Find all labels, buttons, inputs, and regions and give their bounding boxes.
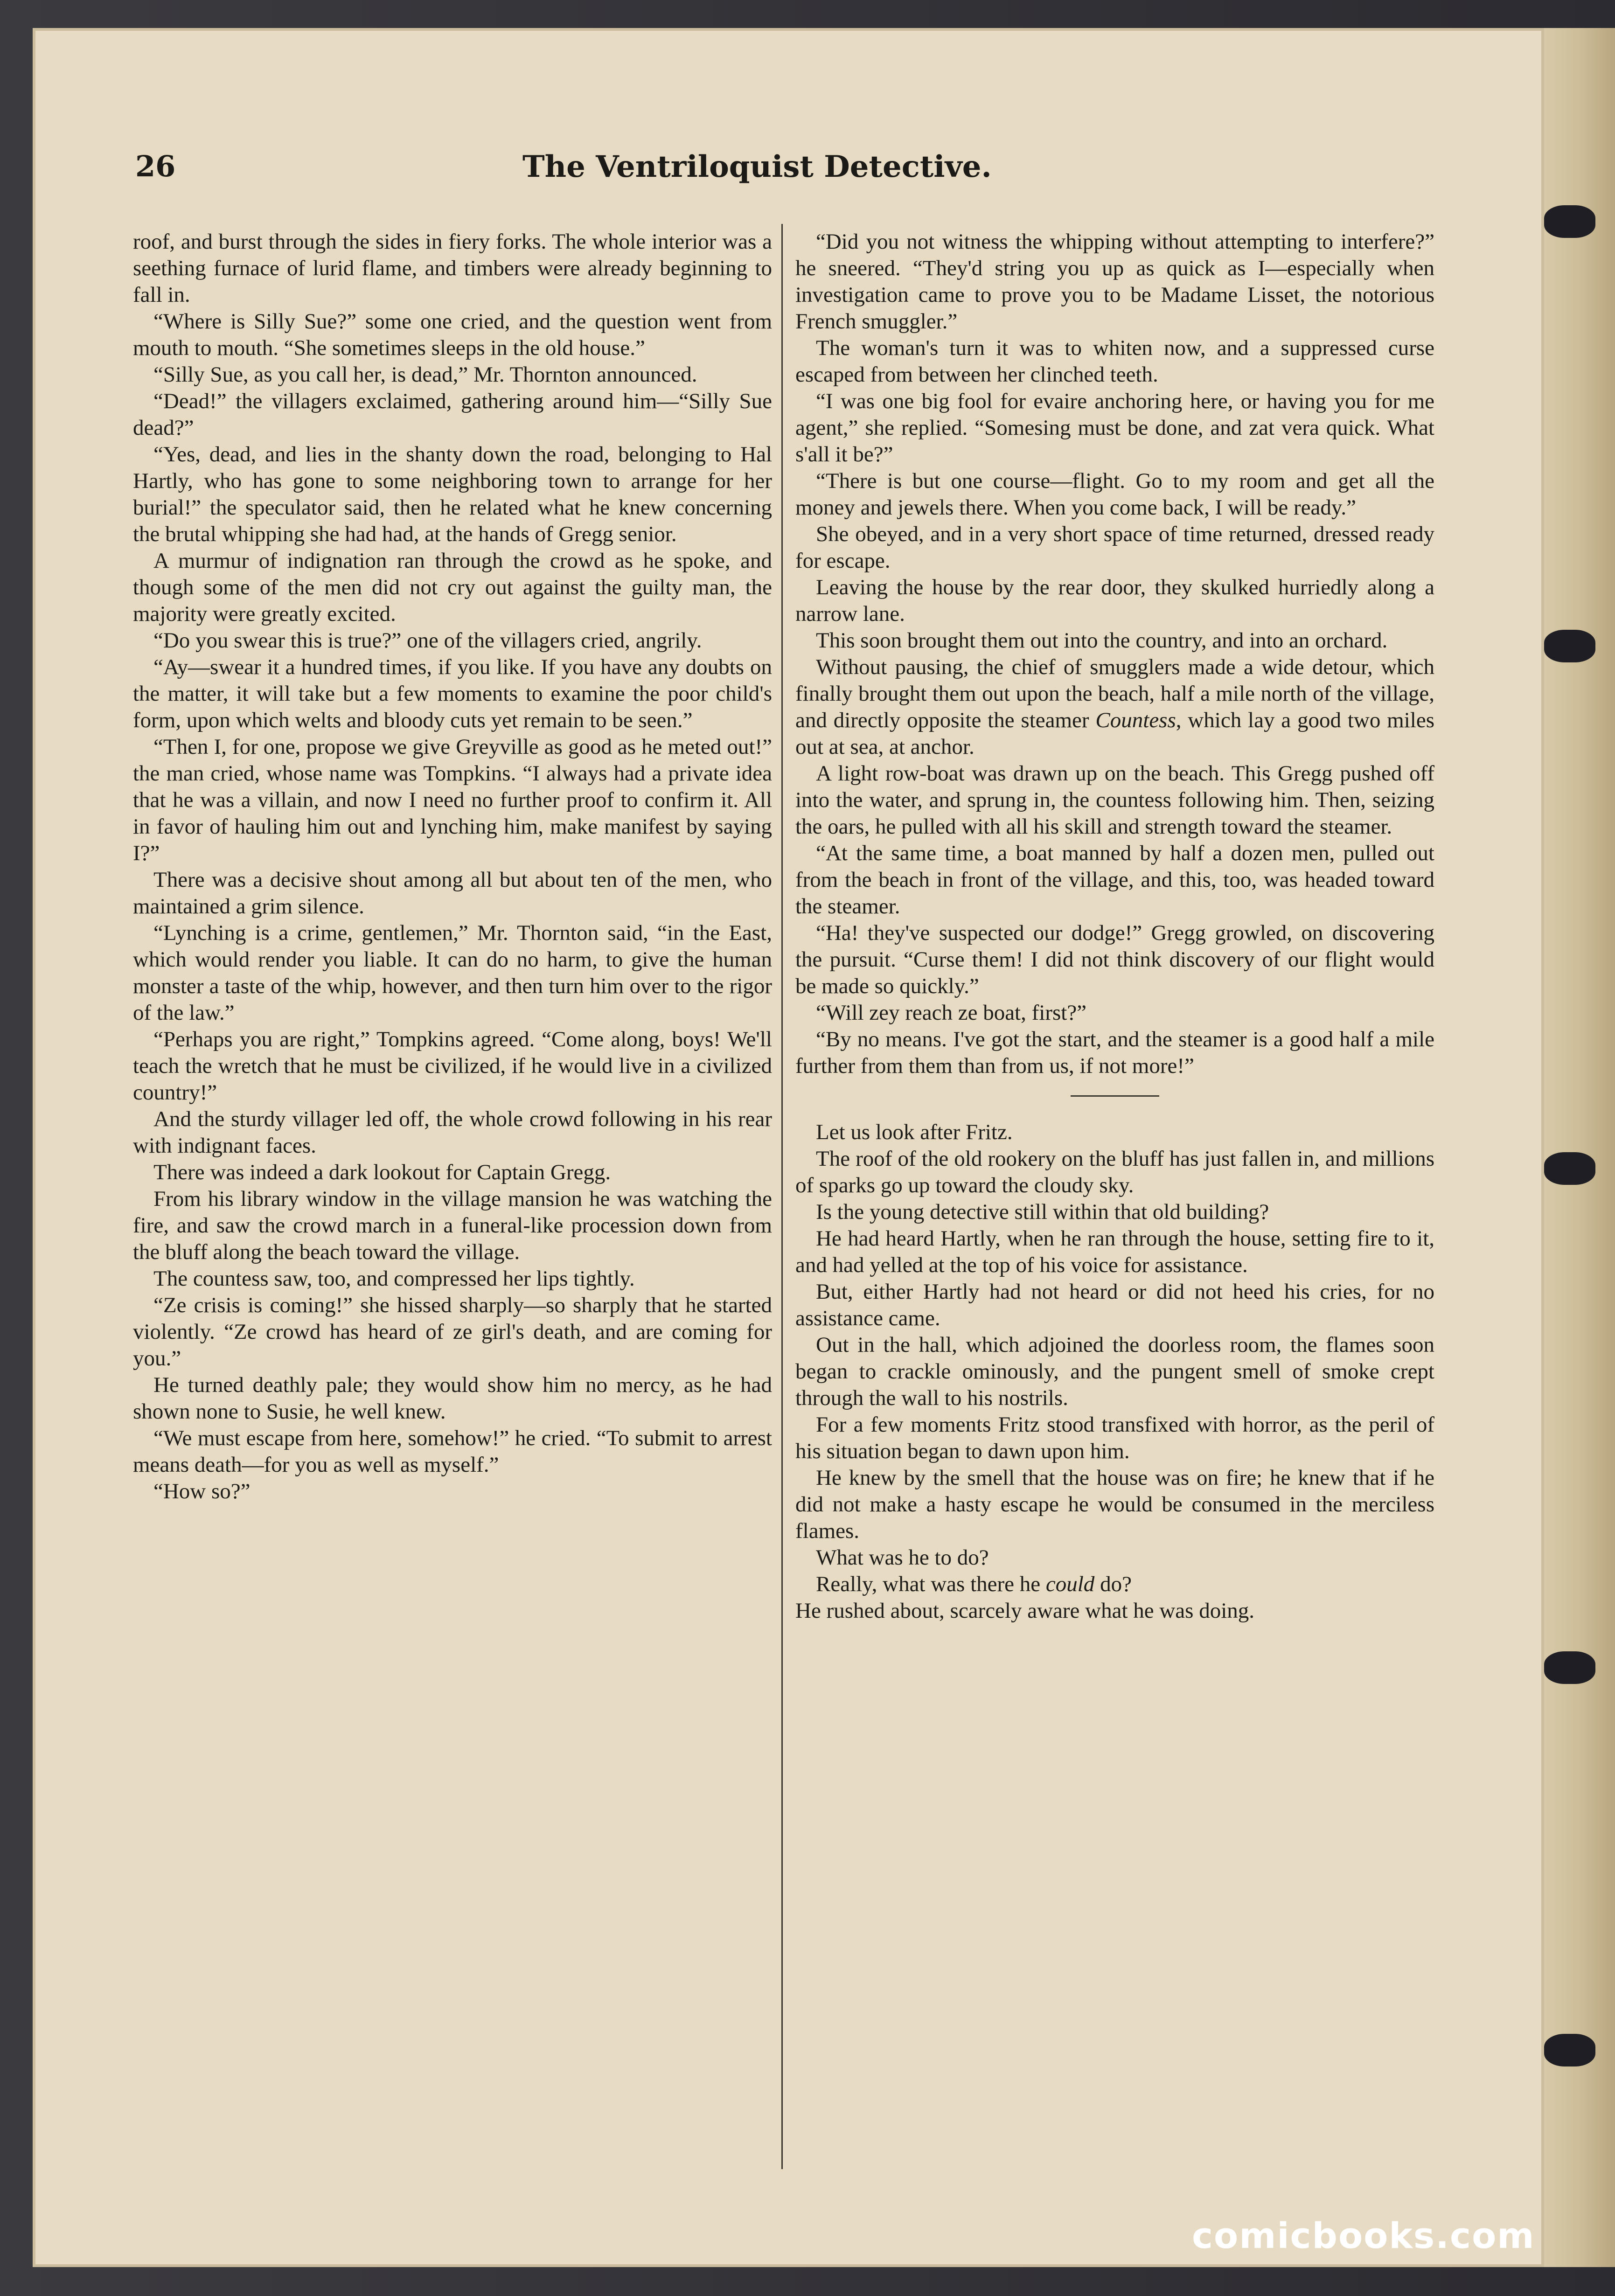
paragraph: “Ha! they've suspected our dodge!” Gregg growled, on discovering the pursuit. “Curse them! I did not think discovery of our flight would be made so quickly.” — [795, 921, 1434, 998]
paragraph-text: Really, what was there he — [816, 1572, 1046, 1596]
binding-notch — [1544, 1152, 1595, 1185]
paragraph-text: do? — [1094, 1572, 1132, 1596]
paragraph: What was he to do? — [816, 1545, 989, 1570]
paragraph: “Will zey reach ze boat, first?” — [816, 1001, 1087, 1025]
paragraph: “Then I, for one, propose we give Greyville as good as he meted out!” the man cried, whose name was Tompkins. “I always had a private idea that he was a villain, and now I need no further proof to confirm it. All in favor of hauling him out and lynching him, make manifest by saying I?” — [133, 735, 772, 865]
binding-notch — [1544, 205, 1595, 238]
paragraph: “Silly Sue, as you call her, is dead,” Mr. Thornton announced. — [153, 362, 697, 387]
paragraph: There was a decisive shout among all but about ten of the men, who maintained a grim silence. — [133, 868, 772, 918]
paragraph: And the sturdy villager led off, the whole crowd following in his rear with indignant faces. — [133, 1107, 772, 1158]
paragraph: “Where is Silly Sue?” some one cried, and the question went from mouth to mouth. “She sometimes sleeps in the old house.” — [133, 309, 772, 360]
paragraph: “I was one big fool for evaire anchoring here, or having you for me agent,” she replied. “Somesing must be done, and zat vera quick. What s'all it be?” — [795, 389, 1434, 466]
paragraph: The woman's turn it was to whiten now, and a suppressed curse escaped from between her clinched teeth. — [795, 336, 1434, 387]
site-watermark: comicbooks.com — [1192, 2215, 1535, 2256]
paragraph: “Lynching is a crime, gentlemen,” Mr. Thornton said, “in the East, which would render you liable. It can do no harm, to give the human monster a taste of the whip, however, and then turn him over to the rigor of the law.” — [133, 921, 772, 1025]
paragraph: For a few moments Fritz stood transfixed with horror, as the peril of his situation began to dawn upon him. — [795, 1412, 1434, 1463]
paragraph: He rushed about, scarcely aware what he was doing. — [795, 1599, 1255, 1623]
paragraph: “Ze crisis is coming!” she hissed sharply—so sharply that he started violently. “Ze crowd has heard of ze girl's death, and are coming for you.” — [133, 1293, 772, 1371]
paragraph: “How so?” — [153, 1479, 251, 1503]
right-column — [795, 229, 1434, 2164]
paragraph: There was indeed a dark lookout for Captain Gregg. — [153, 1160, 611, 1184]
paragraph: “Do you swear this is true?” one of the villagers cried, angrily. — [153, 628, 702, 653]
paragraph: “Ay—swear it a hundred times, if you like. If you have any doubts on the matter, it will take but a few moments to examine the poor child's form, upon which welts and bloody cuts yet remain to be seen.” — [133, 655, 772, 732]
paragraph: roof, and burst through the sides in fiery forks. The whole interior was a seething furnace of lurid flame, and timbers were already beginning to fall in. — [133, 230, 772, 307]
binding-gutter — [1544, 28, 1615, 2267]
paragraph-text: Without pausing, the chief of smugglers made a wide detour, which finally brought them out upon the beach, half a mile north of the village, and directly opposite the steamer — [795, 655, 1434, 732]
page-number: 26 — [135, 149, 176, 183]
paragraph — [795, 654, 1434, 760]
paragraph: She obeyed, and in a very short space of time returned, dressed ready for escape. — [795, 522, 1434, 573]
paragraph: Is the young detective still within that old building? — [816, 1200, 1269, 1224]
paragraph: “There is but one course—flight. Go to my room and get all the money and jewels there. When you come back, I will be ready.” — [795, 469, 1434, 520]
paragraph: He knew by the smell that the house was on fire; he knew that if he did not make a hasty escape he would be consumed in the merciless flames. — [795, 1466, 1434, 1543]
column-divider — [781, 224, 783, 2169]
paragraph: “By no means. I've got the start, and the steamer is a good half a mile further from them than from us, if not more!” — [795, 1027, 1434, 1078]
paragraph: He had heard Hartly, when he ran through the house, setting fire to it, and had yelled at the top of his voice for assistance. — [795, 1226, 1434, 1277]
paragraph: Out in the hall, which adjoined the doorless room, the flames soon began to crackle ominously, and the pungent smell of smoke crept through the wall to his nostrils. — [795, 1333, 1434, 1410]
paragraph: He turned deathly pale; they would show him no mercy, as he had shown none to Susie, he well knew. — [133, 1373, 772, 1424]
paragraph-text: , which lay a good two miles out at sea, at anchor. — [795, 708, 1434, 759]
page-header — [135, 149, 1441, 201]
paragraph: “Did you not witness the whipping without attempting to interfere?” he sneered. “They'd string you up as quick as I—especially when investigation came to prove you to be Madame Lisset, the notorious French smuggler.” — [795, 230, 1434, 334]
paragraph: The roof of the old rookery on the bluff has just fallen in, and millions of sparks go up toward the cloudy sky. — [795, 1147, 1434, 1197]
running-title: The Ventriloquist Detective. — [522, 149, 992, 184]
paragraph: Let us look after Fritz. — [816, 1120, 1013, 1144]
binding-notch — [1544, 1651, 1595, 1684]
paragraph: “We must escape from here, somehow!” he cried. “To submit to arrest means death—for you as well as myself.” — [133, 1426, 772, 1477]
paragraph: The countess saw, too, and compressed her lips tightly. — [153, 1266, 635, 1291]
paragraph: But, either Hartly had not heard or did not heed his cries, for no assistance came. — [795, 1280, 1434, 1330]
left-column — [133, 229, 772, 2164]
paragraph: “At the same time, a boat manned by half a dozen men, pulled out from the beach in front of the village, and this, too, was headed toward the steamer. — [795, 841, 1434, 918]
paragraph: A light row-boat was drawn up on the beach. This Gregg pushed off into the water, and sprung in, the countess following him. Then, seizing the oars, he pulled with all his skill and strength toward the steamer. — [795, 761, 1434, 839]
paragraph — [795, 1571, 1434, 1598]
paragraph: This soon brought them out into the country, and into an orchard. — [816, 628, 1388, 653]
section-divider — [1071, 1095, 1159, 1097]
paragraph: “Perhaps you are right,” Tompkins agreed. “Come along, boys! We'll teach the wretch that he must be civilized, if he would live in a civilized country!” — [133, 1027, 772, 1105]
emphasis-word: could — [1045, 1572, 1095, 1596]
paragraph: “Dead!” the villagers exclaimed, gathering around him—“Silly Sue dead?” — [133, 389, 772, 440]
binding-notch — [1544, 2034, 1595, 2066]
paragraph: From his library window in the village mansion he was watching the fire, and saw the crowd march in a funeral-like procession down from the bluff along the beach toward the village. — [133, 1187, 772, 1264]
binding-notch — [1544, 630, 1595, 662]
paragraph: “Yes, dead, and lies in the shanty down the road, belonging to Hal Hartly, who has gone to some neighboring town to arrange for her burial!” the speculator said, then he related what he knew concerning the brutal whipping she had had, at the hands of Gregg senior. — [133, 442, 772, 546]
paragraph: A murmur of indignation ran through the crowd as he spoke, and though some of the men did not cry out against the guilty man, the majority were greatly excited. — [133, 549, 772, 626]
ship-name: Countess — [1095, 708, 1176, 732]
paragraph: Leaving the house by the rear door, they skulked hurriedly along a narrow lane. — [795, 575, 1434, 626]
